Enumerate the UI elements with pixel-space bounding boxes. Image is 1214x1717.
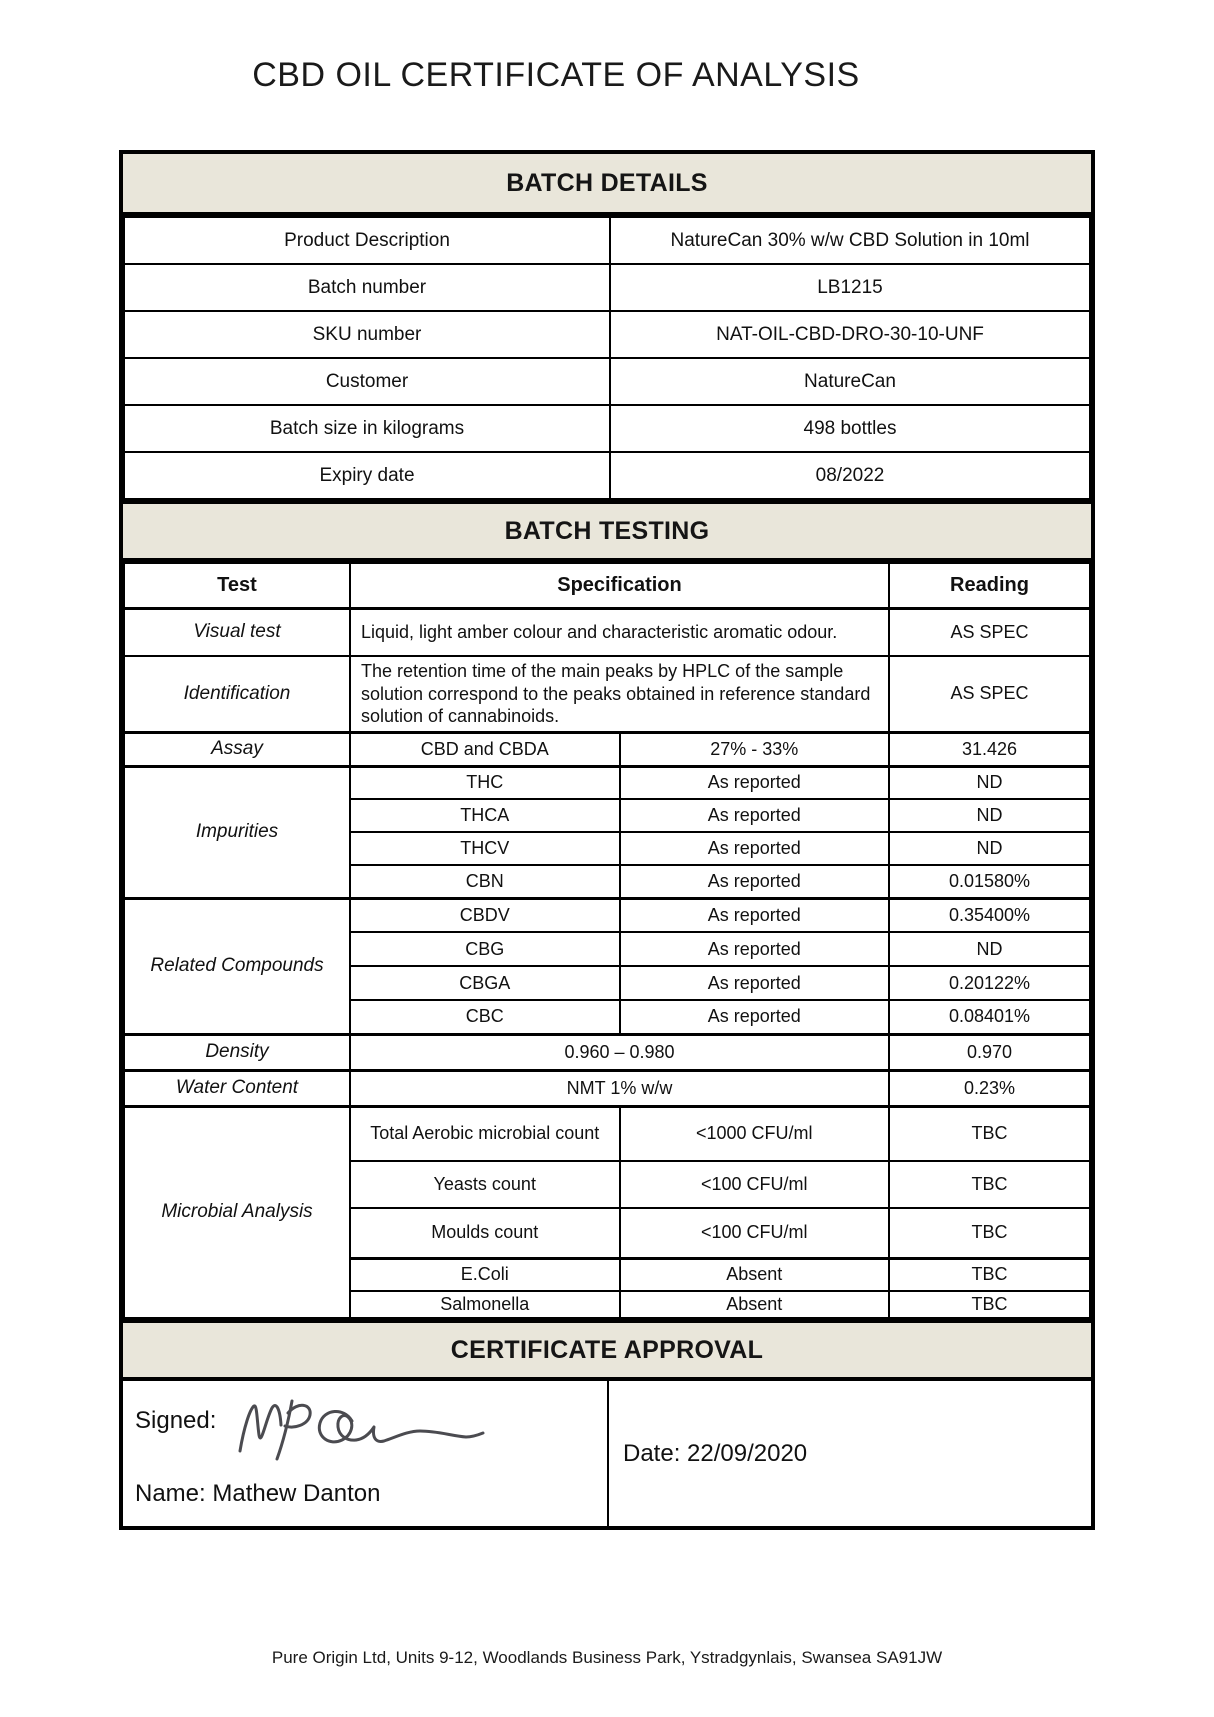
approval-body <box>123 1381 1091 1526</box>
batch-details-header: BATCH DETAILS <box>123 154 1091 216</box>
spec-limit: As reported <box>620 799 890 832</box>
detail-value: LB1215 <box>610 264 1090 311</box>
spec-limit: <100 CFU/ml <box>620 1161 890 1208</box>
page-title: CBD OIL CERTIFICATE OF ANALYSIS <box>252 56 860 94</box>
test-name: Microbial Analysis <box>124 1106 350 1318</box>
approval-date-cell <box>609 1381 1091 1526</box>
spec-substance: E.Coli <box>350 1258 620 1291</box>
spec-limit: As reported <box>620 865 890 898</box>
reading-value: ND <box>889 932 1090 966</box>
reading-value: ND <box>889 766 1090 799</box>
table-row <box>124 217 1090 264</box>
test-name: Related Compounds <box>124 898 350 1034</box>
reading-value: TBC <box>889 1291 1090 1318</box>
detail-value: 08/2022 <box>610 452 1090 499</box>
spec-substance: CBN <box>350 865 620 898</box>
detail-label: SKU number <box>124 311 610 358</box>
reading-value: TBC <box>889 1258 1090 1291</box>
spec-substance: Salmonella <box>350 1291 620 1318</box>
spec-substance: Moulds count <box>350 1208 620 1258</box>
spec-substance: THC <box>350 766 620 799</box>
company-address-footer: Pure Origin Ltd, Units 9-12, Woodlands Business Park, Ystradgynlais, Swansea SA91JW <box>271 1648 943 1667</box>
spec-text: NMT 1% w/w <box>350 1070 889 1106</box>
certificate-table <box>119 150 1095 1530</box>
spec-substance: Yeasts count <box>350 1161 620 1208</box>
test-name: Identification <box>124 656 350 732</box>
reading-value: TBC <box>889 1106 1090 1161</box>
detail-label: Product Description <box>124 217 610 264</box>
reading-value: AS SPEC <box>889 656 1090 732</box>
table-row <box>124 358 1090 405</box>
test-name: Density <box>124 1034 350 1070</box>
spec-limit: Absent <box>620 1291 890 1318</box>
detail-value: NAT-OIL-CBD-DRO-30-10-UNF <box>610 311 1090 358</box>
spec-text: Liquid, light amber colour and characteristic aromatic odour. <box>350 608 889 656</box>
detail-value: NatureCan <box>610 358 1090 405</box>
spec-limit: 27% - 33% <box>620 732 890 766</box>
row-density <box>124 1034 1090 1070</box>
col-test: Test <box>124 563 350 608</box>
reading-value: TBC <box>889 1208 1090 1258</box>
reading-value: 31.426 <box>889 732 1090 766</box>
reading-value: ND <box>889 832 1090 865</box>
spec-limit: As reported <box>620 932 890 966</box>
reading-value: TBC <box>889 1161 1090 1208</box>
test-name: Visual test <box>124 608 350 656</box>
col-specification: Specification <box>350 563 889 608</box>
reading-value: 0.01580% <box>889 865 1090 898</box>
reading-value: 0.970 <box>889 1034 1090 1070</box>
batch-testing-table <box>123 562 1091 1319</box>
spec-limit: <1000 CFU/ml <box>620 1106 890 1161</box>
signed-label: Signed: <box>135 1407 217 1434</box>
reading-value: 0.08401% <box>889 1000 1090 1034</box>
spec-limit: As reported <box>620 832 890 865</box>
spec-limit: <100 CFU/ml <box>620 1208 890 1258</box>
row-visual-test <box>124 608 1090 656</box>
spec-limit: As reported <box>620 898 890 932</box>
approval-signature-cell <box>123 1381 609 1526</box>
reading-value: 0.20122% <box>889 966 1090 1000</box>
approval-date: Date: 22/09/2020 <box>623 1439 808 1467</box>
spec-limit: As reported <box>620 1000 890 1034</box>
test-name: Water Content <box>124 1070 350 1106</box>
detail-label: Batch number <box>124 264 610 311</box>
row-impurity <box>124 766 1090 799</box>
row-assay <box>124 732 1090 766</box>
row-related-compound <box>124 898 1090 932</box>
row-water-content <box>124 1070 1090 1106</box>
certificate-approval-header: CERTIFICATE APPROVAL <box>123 1319 1091 1381</box>
spec-substance: CBDV <box>350 898 620 932</box>
batch-testing-header: BATCH TESTING <box>123 500 1091 562</box>
spec-limit: Absent <box>620 1258 890 1291</box>
reading-value: ND <box>889 799 1090 832</box>
row-identification <box>124 656 1090 732</box>
table-row <box>124 405 1090 452</box>
test-name: Assay <box>124 732 350 766</box>
detail-label: Batch size in kilograms <box>124 405 610 452</box>
spec-substance: CBGA <box>350 966 620 1000</box>
spec-limit: As reported <box>620 966 890 1000</box>
batch-details-table <box>123 216 1091 500</box>
detail-value: NatureCan 30% w/w CBD Solution in 10ml <box>610 217 1090 264</box>
column-header-row <box>124 563 1090 608</box>
test-name: Impurities <box>124 766 350 898</box>
table-row <box>124 311 1090 358</box>
detail-label: Customer <box>124 358 610 405</box>
spec-substance: CBC <box>350 1000 620 1034</box>
spec-text: The retention time of the main peaks by HPLC of the sample solution correspond to the peaks obtained in reference standard solution of cannabinoids. <box>350 656 889 732</box>
approver-name: Name: Mathew Danton <box>135 1480 381 1507</box>
spec-substance: THCA <box>350 799 620 832</box>
spec-substance: CBG <box>350 932 620 966</box>
table-row <box>124 452 1090 499</box>
reading-value: 0.35400% <box>889 898 1090 932</box>
col-reading: Reading <box>889 563 1090 608</box>
detail-value: 498 bottles <box>610 405 1090 452</box>
spec-substance: Total Aerobic microbial count <box>350 1106 620 1161</box>
reading-value: AS SPEC <box>889 608 1090 656</box>
table-row <box>124 264 1090 311</box>
reading-value: 0.23% <box>889 1070 1090 1106</box>
row-microbial <box>124 1106 1090 1161</box>
detail-label: Expiry date <box>124 452 610 499</box>
spec-limit: As reported <box>620 766 890 799</box>
spec-text: 0.960 – 0.980 <box>350 1034 889 1070</box>
signature-image <box>228 1389 493 1469</box>
spec-substance: CBD and CBDA <box>350 732 620 766</box>
spec-substance: THCV <box>350 832 620 865</box>
